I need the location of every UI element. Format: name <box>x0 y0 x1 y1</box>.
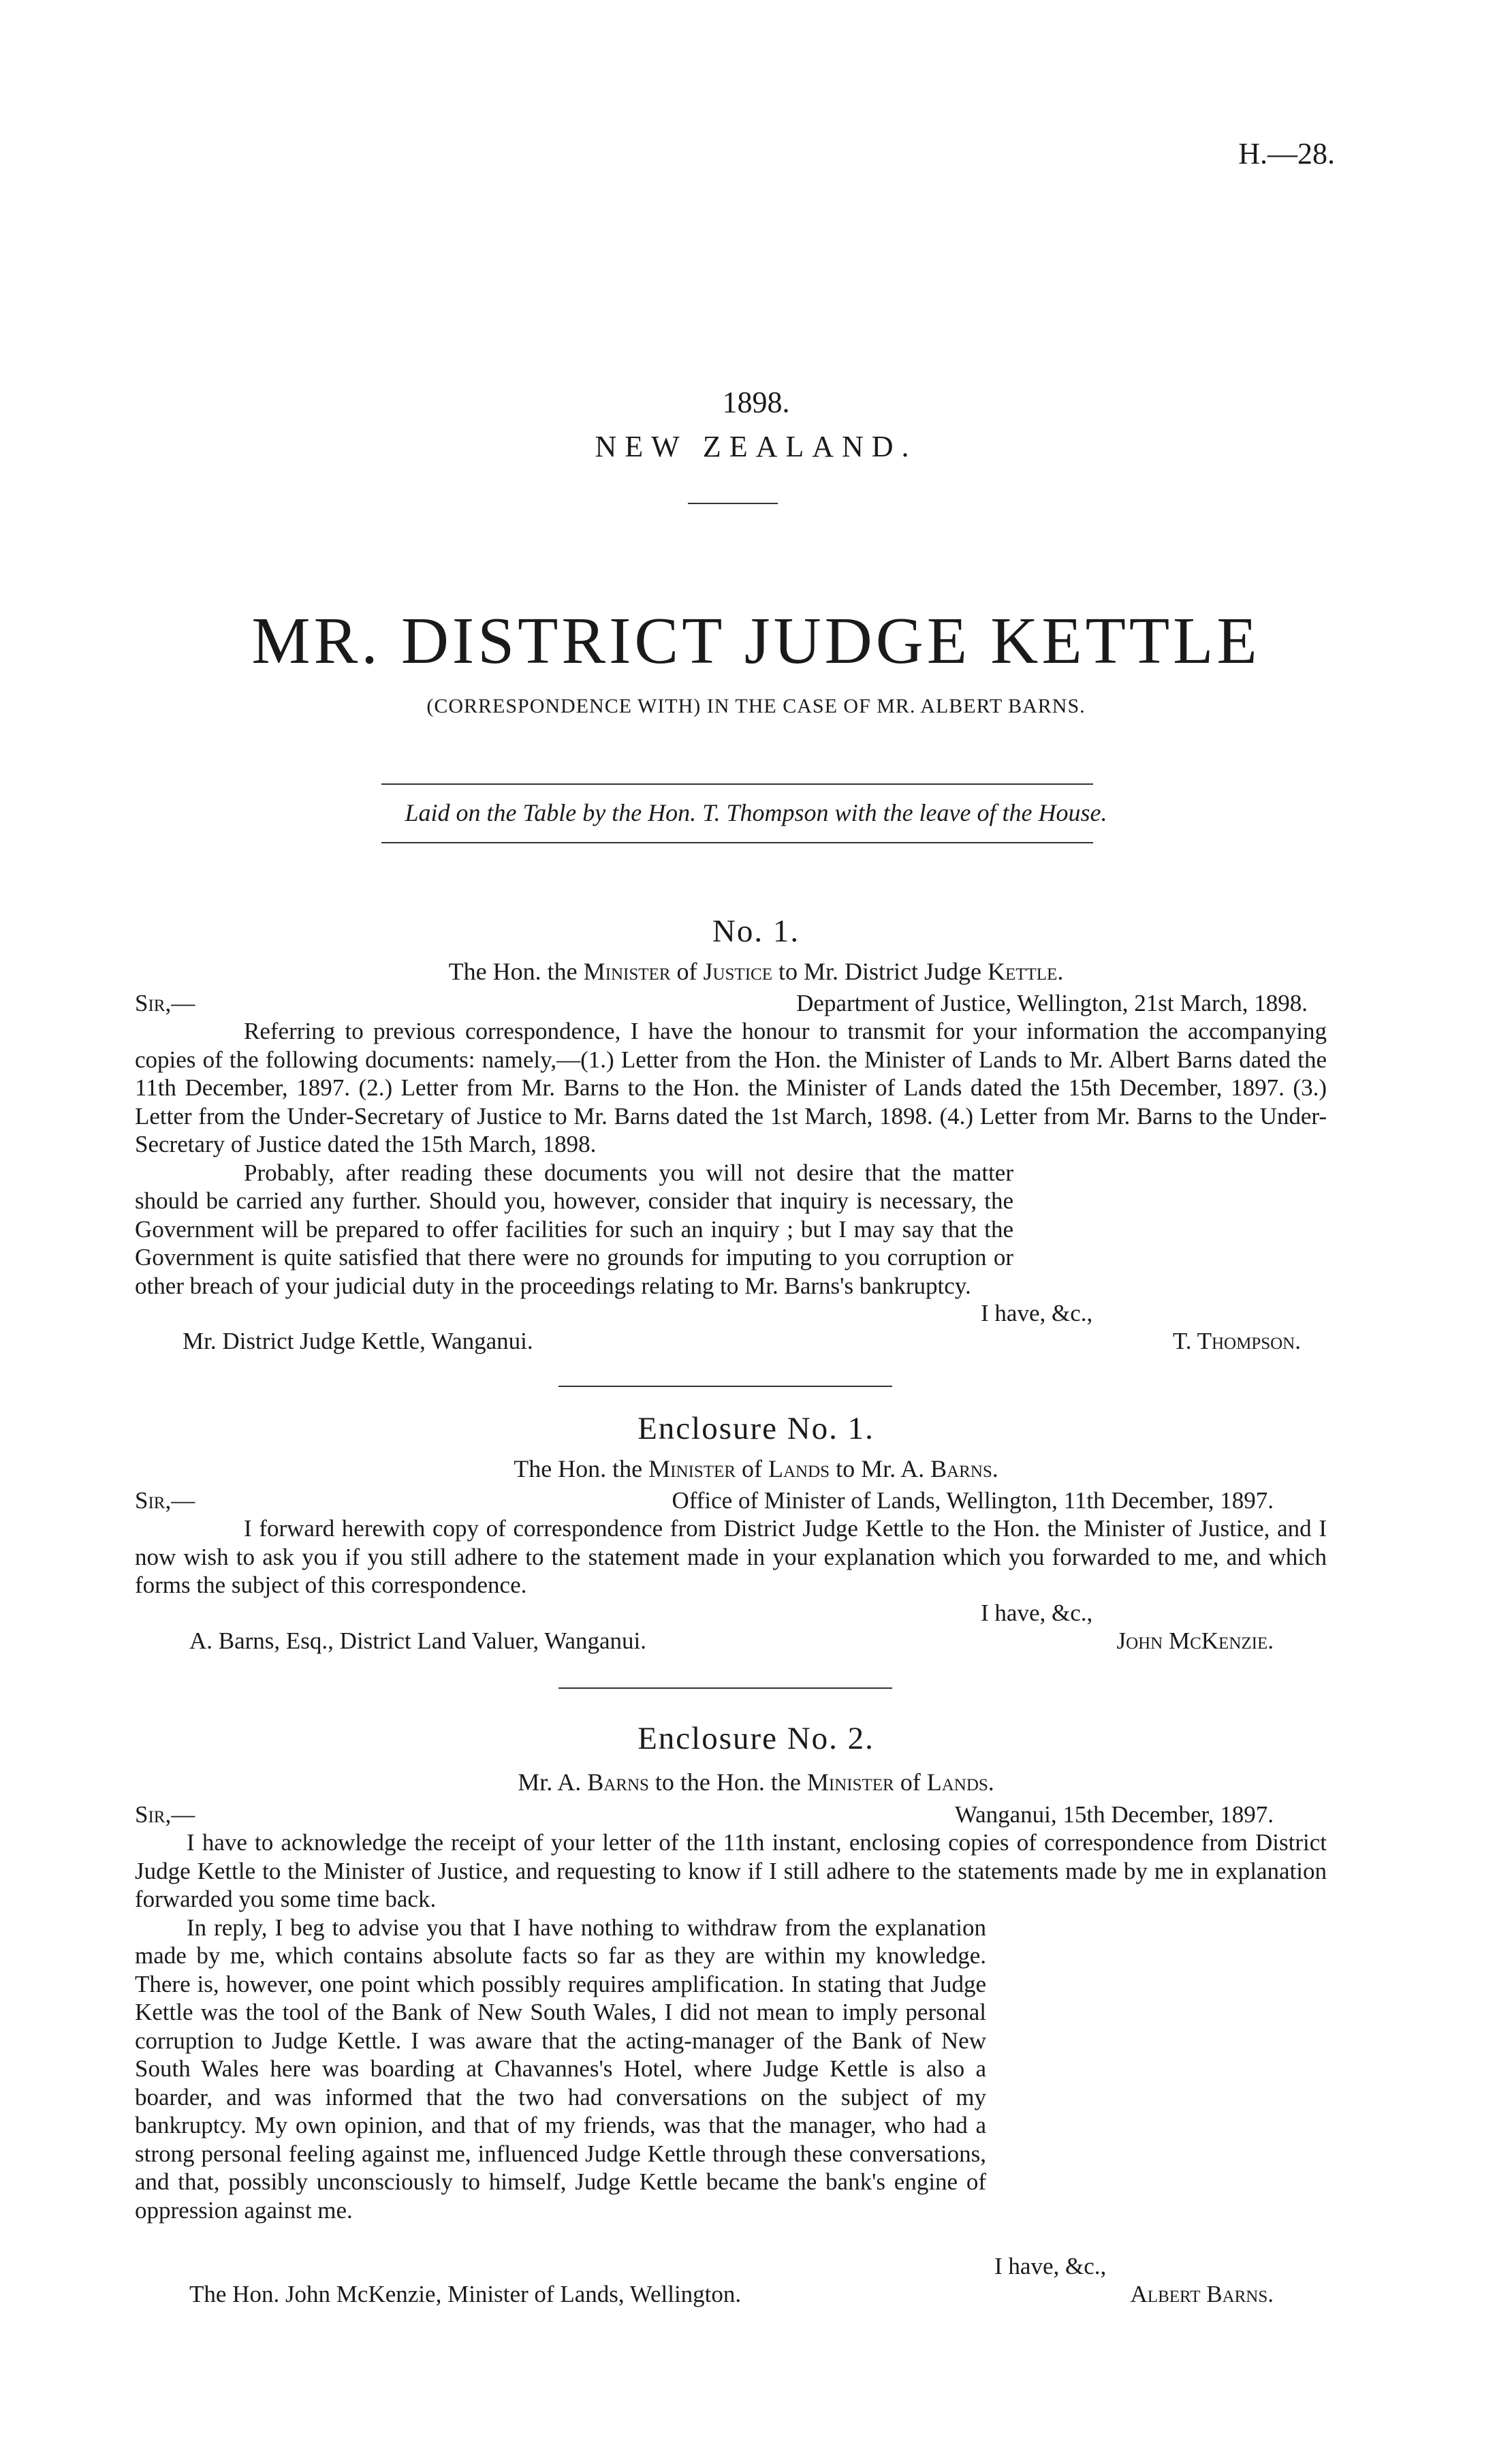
addressee: A. Barns, Esq., District Land Valuer, Wanganui. <box>189 1627 647 1654</box>
closing: I have, &c., <box>981 1300 1093 1326</box>
addressee: The Hon. John McKenzie, Minister of Lands, Wellington. <box>189 2281 742 2307</box>
paragraph: I forward herewith copy of correspondence from District Judge Kettle to the Hon. the Minister of Justice, and I now wish to ask you if you still adhere to the statement made in your explanation which you forwarded to me, and which forms the subject of this correspondence. <box>135 1515 1327 1598</box>
salutation: Sir,— <box>135 990 195 1016</box>
year: 1898. <box>722 386 790 419</box>
paragraph: In reply, I beg to advise you that I have nothing to withdraw from the explanation made by me, which contains absolute facts so far as they are within my knowledge. There is, however, one point which possibly requires amplification. In stating that Judge Kettle was the tool of the Bank of New South Wales, I did not mean to imply personal corruption to Judge Kettle. I was aware that the acting-manager of the Bank of New South Wales here was boarding at Chavannes's Hotel, where Judge Kettle is also a boarder, and was informed that the two had conversations on the subject of my bankruptcy. My own opinion, and that of my friends, was that the manager, who had a strong personal feeling against me, influenced Judge Kettle through these conversations, and that, possibly unconsciously to himself, Judge Kettle became the bank's engine of oppression against me. <box>135 1914 986 2224</box>
divider <box>381 783 1093 785</box>
divider <box>558 1386 892 1387</box>
paragraph: Referring to previous correspondence, I have the honour to transmit for your information the accompanying copies of the following documents: namely,—(1.) Letter from the Hon. the Minister of Lands to Mr. Albert Barns dated the 11th December, 1897. (2.) Letter from Mr. Barns to the Hon. the Minister of Lands dated the 15th December, 1897. (3.) Letter from the Under-Secretary of Justice to Mr. Barns dated the 1st March, 1898. (4.) Letter from Mr. Barns to the Under-Secretary of Justice dated the 15th March, 1898. <box>135 1018 1327 1157</box>
signature: T. Thompson. <box>1172 1328 1301 1354</box>
letter-number: Enclosure No. 1. <box>637 1411 875 1446</box>
place-date: Department of Justice, Wellington, 21st March, 1898. <box>796 990 1308 1016</box>
signature: John McKenzie. <box>1116 1627 1274 1654</box>
letter-body <box>135 1828 1327 2224</box>
page-title: MR. DISTRICT JUDGE KETTLE <box>251 604 1261 677</box>
letter-body <box>135 1017 1327 1300</box>
divider <box>558 1687 892 1689</box>
paragraph: Probably, after reading these documents you will not desire that the matter should be carried any further. Should you, however, consider that inquiry is necessary, the Government will be prepared to offer facilities for such an inquiry ; but I may say that the Government is quite satisfied that there were no grounds for imputing to you corruption or other breach of your judicial duty in the proceedings relating to Mr. Barns's bankruptcy. <box>135 1159 1013 1299</box>
place-date: Office of Minister of Lands, Wellington, 11th December, 1897. <box>672 1487 1274 1514</box>
divider <box>688 503 778 504</box>
letter-heading: Mr. A. Barns to the Hon. the Minister of Lands. <box>518 1768 994 1796</box>
page-subtitle: (CORRESPONDENCE WITH) IN THE CASE OF MR. ALBERT BARNS. <box>426 695 1086 717</box>
signature: Albert Barns. <box>1130 2281 1274 2307</box>
laid-on-table-note: Laid on the Table by the Hon. T. Thompson with the leave of the House. <box>405 799 1107 826</box>
letter-number: No. 1. <box>712 914 800 949</box>
letter-heading: The Hon. the Minister of Justice to Mr. District Judge Kettle. <box>448 958 1064 985</box>
letter-body <box>135 1514 1327 1600</box>
place-date: Wanganui, 15th December, 1897. <box>954 1801 1274 1828</box>
closing: I have, &c., <box>994 2253 1107 2279</box>
divider <box>381 842 1093 843</box>
paragraph: I have to acknowledge the receipt of your letter of the 11th instant, enclosing copies of correspondence from District Judge Kettle to the Minister of Justice, and requesting to know if I still adhere to the statements made by me in explanation forwarded you some time back. <box>135 1829 1327 1912</box>
letter-number: Enclosure No. 2. <box>637 1721 875 1756</box>
page-reference: H.—28. <box>1238 137 1335 170</box>
addressee: Mr. District Judge Kettle, Wanganui. <box>183 1328 533 1354</box>
closing: I have, &c., <box>981 1600 1093 1626</box>
letter-heading: The Hon. the Minister of Lands to Mr. A. Barns. <box>514 1455 998 1482</box>
country: NEW ZEALAND. <box>595 430 917 463</box>
salutation: Sir,— <box>135 1487 195 1514</box>
salutation: Sir,— <box>135 1801 195 1828</box>
